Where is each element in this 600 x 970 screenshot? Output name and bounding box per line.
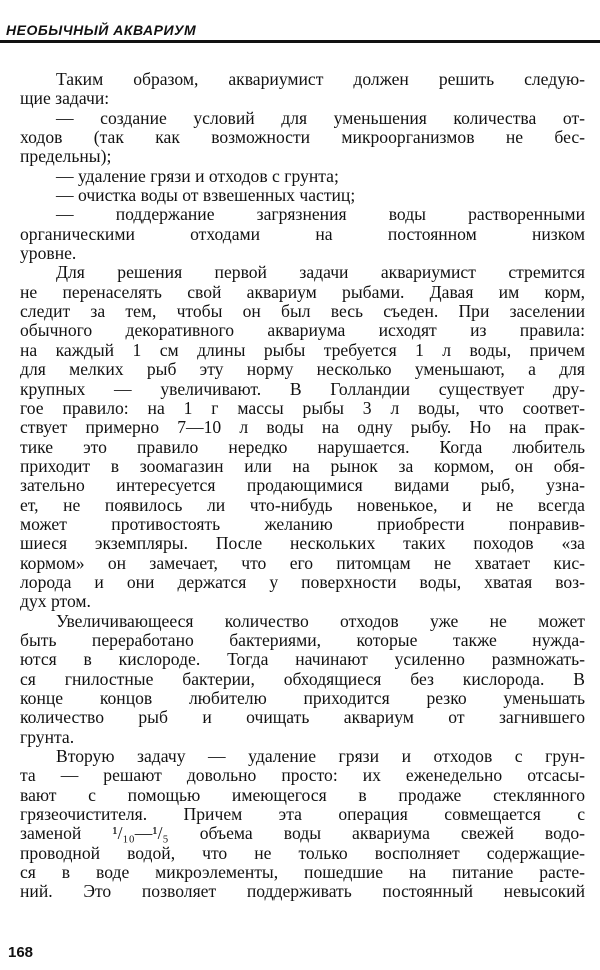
text-line: Вторую задачу — удаление грязи и отходов с грун- (56, 746, 585, 767)
text-line: ся гнилостные бактерии, обходящиеся без кислорода. В (20, 668, 585, 689)
text-line: ются в кислороде. Тогда начинают усиленно размножать- (20, 649, 585, 670)
text-line: ходов (так как возможности микроорганизмов не бес- (20, 127, 585, 148)
text-line: щие задачи: (20, 88, 110, 109)
text-line: Для решения первой задачи аквариумист стремится (56, 262, 585, 283)
text-line: гое правило: на 1 г массы рыбы 3 л воды, что соответ- (20, 397, 585, 418)
text-line: конце концов любителю приходится резко уменьшать (20, 688, 585, 708)
text-line: уровне. (20, 243, 77, 264)
text-line: приходит в зоомагазин или на рынок за кормом, он обя- (20, 455, 585, 476)
text-line: проводной водой, что не только восполняет содержащие- (20, 842, 585, 863)
text-line: органическими отходами на постоянном низком (20, 223, 585, 244)
text-line: на каждый 1 см длины рыбы требуется 1 л воды, причем (20, 339, 585, 360)
text-line: кормом» он замечает, что его питомцам не хватает кис- (20, 552, 585, 573)
text-line: для мелких рыб эту норму несколько уменьшают, а для (20, 359, 585, 380)
text-line: Увеличивающееся количество отходов уже не может (56, 610, 585, 631)
text-line: ний. Это позволяет поддерживать постоянный невысокий (20, 881, 585, 902)
text-line: крупных — увеличивают. В Голландии существует дру- (20, 378, 585, 399)
text-line: вают с помощью имеющегося в продаже стеклянного (20, 784, 585, 805)
text-line: — поддержание загрязнения воды растворенными (56, 204, 585, 225)
text-line: не перенаселять свой аквариум рыбами. Давая им корм, (20, 281, 585, 302)
page-number: 168 (8, 944, 34, 961)
text-line: та — решают довольно просто: их еженедельно отсасы- (20, 765, 585, 786)
text-line: Таким образом, аквариумист должен решить следую- (56, 69, 585, 89)
text-line: ствует примерно 7—10 л воды на одну рыбу. Но на прак- (20, 417, 585, 438)
text-line: — очистка воды от взвешенных частиц; (56, 185, 356, 206)
text-line: количество рыб и очищать аквариум от загнившего (20, 707, 585, 728)
header-rule (0, 40, 600, 43)
body-text (20, 70, 585, 902)
text-line: грязеочистителя. Причем эта операция совмещается с (20, 804, 585, 825)
text-line: тике это правило нередко нарушается. Когда любитель (20, 436, 585, 457)
text-line: дух ртом. (20, 591, 91, 612)
running-title: НЕОБЫЧНЫЙ АКВАРИУМ (6, 22, 197, 38)
text-line: следит за тем, чтобы он был весь съеден. При заселении (20, 301, 585, 322)
text-line: — создание условий для уменьшения количества от- (56, 107, 585, 128)
text-line: заменой ¹/₁₀—¹/₅ объема воды аквариума свежей водо- (20, 823, 585, 844)
text-line: ет, не появилось ли что-нибудь новенькое, и не всегда (20, 494, 585, 515)
text-line: зательно интересуется продающимися видами рыб, узна- (20, 475, 585, 496)
text-line: обычного декоративного аквариума исходят из правила: (20, 320, 585, 341)
text-line: — удаление грязи и отходов с грунта; (56, 165, 339, 186)
text-line: лорода и они держатся у поверхности воды, хватая воз- (20, 571, 585, 592)
text-line: грунта. (20, 726, 75, 747)
text-line: шиеся экземпляры. После нескольких таких походов «за (20, 533, 585, 554)
text-line: предельны); (20, 146, 112, 167)
text-line: ся в воде микроэлементы, пошедшие на питание расте- (20, 862, 585, 883)
text-line: быть переработано бактериями, которые также нужда- (20, 629, 585, 650)
text-line: может противостоять желанию приобрести понравив- (20, 513, 585, 534)
